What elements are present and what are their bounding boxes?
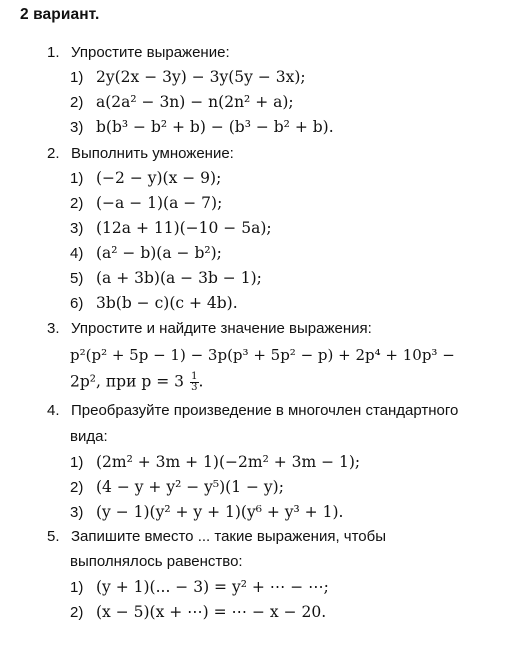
page-title: 2 вариант. bbox=[20, 6, 100, 23]
task-4-heading bbox=[47, 402, 458, 419]
task-3-expression-line-2 bbox=[70, 372, 203, 393]
task-1-item-2: 2) a(2a² − 3n) − n(2n² + a); bbox=[70, 93, 294, 111]
task-text: Преобразуйте произведение в многочлен стандартного bbox=[71, 402, 459, 419]
expression: (y + 1)(... − 3) = y² + ⋯ − ⋯; bbox=[96, 578, 329, 596]
task-text: Упростите и найдите значение выражения: bbox=[71, 320, 372, 337]
task-4-heading-continued: вида: bbox=[70, 428, 108, 445]
expression: (a + 3b)(a − 3b − 1); bbox=[96, 269, 262, 287]
task-5-heading-continued: выполнялось равенство: bbox=[70, 553, 243, 570]
task-number: 2. bbox=[47, 145, 60, 162]
task-3-heading bbox=[47, 320, 372, 337]
task-4-item-3: 3) (y − 1)(y² + y + 1)(y⁶ + y³ + 1). bbox=[70, 503, 344, 521]
task-2-heading bbox=[47, 145, 234, 162]
expression: b(b³ − b² + b) − (b³ − b² + b). bbox=[96, 118, 334, 136]
task-number: 4. bbox=[47, 402, 60, 419]
task-text: Упростите выражение: bbox=[71, 44, 230, 61]
task-2-item-2: 2) (−a − 1)(a − 7); bbox=[70, 194, 223, 212]
task-5-heading bbox=[47, 528, 386, 545]
task-2-item-4: 4) (a² − b)(a − b²); bbox=[70, 244, 222, 262]
task-number: 5. bbox=[47, 528, 60, 545]
expression: (y − 1)(y² + y + 1)(y⁶ + y³ + 1). bbox=[96, 503, 344, 521]
fraction-denominator: 3 bbox=[191, 382, 198, 393]
task-text: Выполнить умножение: bbox=[71, 145, 234, 162]
task-4-item-1: 1) (2m² + 3m + 1)(−2m² + 3m − 1); bbox=[70, 453, 361, 471]
fraction-numerator: 1 bbox=[191, 371, 198, 382]
expression: (x − 5)(x + ⋯) = ⋯ − x − 20. bbox=[96, 603, 327, 621]
expression: (12a + 11)(−10 − 5a); bbox=[96, 219, 272, 237]
expression: (a² − b)(a − b²); bbox=[96, 244, 222, 262]
task-5-item-1: 1) (y + 1)(... − 3) = y² + ⋯ − ⋯; bbox=[70, 578, 329, 596]
task-3-expression-line-1: p²(p² + 5p − 1) − 3p(p³ + 5p² − p) + 2p⁴ + 10p³ − bbox=[70, 346, 455, 364]
task-5-item-2: 2) (x − 5)(x + ⋯) = ⋯ − x − 20. bbox=[70, 603, 327, 621]
expression: a(2a² − 3n) − n(2n² + a); bbox=[96, 93, 294, 111]
task-2-item-1: 1) (−2 − y)(x − 9); bbox=[70, 169, 222, 187]
expression: (2m² + 3m + 1)(−2m² + 3m − 1); bbox=[96, 453, 361, 471]
expression: (−2 − y)(x − 9); bbox=[96, 169, 222, 187]
task-1-heading bbox=[47, 44, 230, 61]
task-2-item-6: 6) 3b(b − c)(c + 4b). bbox=[70, 294, 238, 312]
expression: 2p², при p = 3 bbox=[70, 372, 184, 391]
task-number: 1. bbox=[47, 44, 60, 61]
expression: (−a − 1)(a − 7); bbox=[96, 194, 223, 212]
task-number: 3. bbox=[47, 320, 60, 337]
period: . bbox=[198, 372, 204, 391]
task-1-item-3: 3) b(b³ − b² + b) − (b³ − b² + b). bbox=[70, 118, 334, 136]
fraction bbox=[190, 372, 198, 393]
task-2-item-3: 3) (12a + 11)(−10 − 5a); bbox=[70, 219, 272, 237]
expression: (4 − y + y² − y⁵)(1 − y); bbox=[96, 478, 284, 496]
task-4-item-2: 2) (4 − y + y² − y⁵)(1 − y); bbox=[70, 478, 284, 496]
task-1-item-1: 1) 2y(2x − 3y) − 3y(5y − 3x); bbox=[70, 68, 306, 86]
expression: 2y(2x − 3y) − 3y(5y − 3x); bbox=[96, 68, 306, 86]
task-2-item-5: 5) (a + 3b)(a − 3b − 1); bbox=[70, 269, 262, 287]
task-text: Запишите вместо ... такие выражения, чтобы bbox=[71, 528, 387, 545]
expression: 3b(b − c)(c + 4b). bbox=[96, 294, 238, 312]
